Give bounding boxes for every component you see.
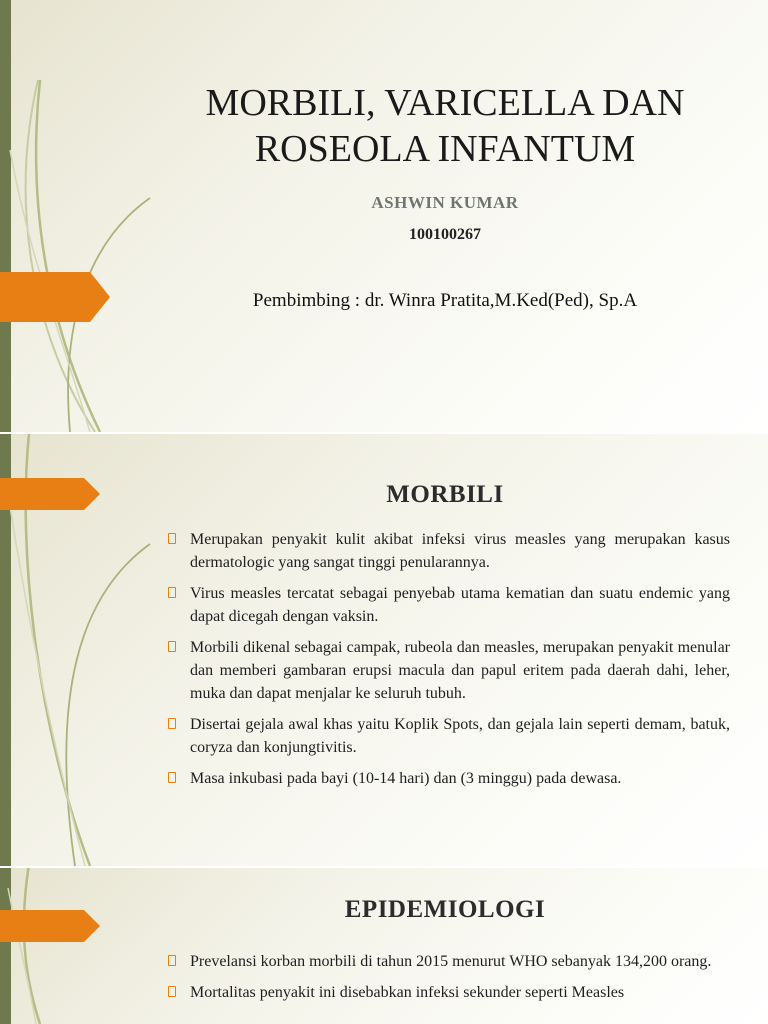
advisor-line: Pembimbing : dr. Winra Pratita,M.Ked(Ped), Sp.A	[252, 290, 638, 311]
bullet-icon	[168, 772, 176, 783]
list-item: Virus measles tercatat sebagai penyebab utama kematian dan suatu endemic yang dapat dicegah dengan vaksin.	[168, 582, 730, 628]
bullet-icon	[168, 955, 176, 966]
orange-arrow-tab	[0, 910, 102, 942]
bullet-icon	[168, 718, 176, 729]
bullet-list	[168, 950, 730, 1012]
title-slide	[0, 0, 768, 432]
list-item: Morbili dikenal sebagai campak, rubeola dan measles, merupakan penyakit menular dan memberi gambaran erupsi macula dan papul eritem pada daerah dahi, leher, muka dan dapat menjalar ke seluruh tubuh.	[168, 636, 730, 705]
epidemiologi-slide	[0, 868, 768, 1024]
presentation-title	[140, 80, 750, 172]
bullet-icon	[168, 986, 176, 997]
list-item: Prevelansi korban morbili di tahun 2015 menurut WHO sebanyak 134,200 orang.	[168, 950, 730, 973]
list-item: Mortalitas penyakit ini disebabkan infeksi sekunder seperti Measles	[168, 981, 730, 1004]
slide-title: MORBILI	[386, 481, 504, 508]
list-item: Merupakan penyakit kulit akibat infeksi virus measles yang merupakan kasus dermatologic yang sangat tinggi penularannya.	[168, 528, 730, 574]
bullet-icon	[168, 533, 176, 544]
bullet-icon	[168, 641, 176, 652]
student-id: 100100267	[409, 226, 481, 243]
list-item: Masa inkubasi pada bayi (10-14 hari) dan (3 minggu) pada dewasa.	[168, 767, 730, 790]
orange-arrow-tab	[0, 272, 112, 322]
decorative-swoosh	[0, 0, 200, 432]
slide-title: EPIDEMIOLOGI	[344, 896, 546, 923]
morbili-slide	[0, 434, 768, 866]
bullet-list	[168, 528, 730, 798]
orange-arrow-tab	[0, 478, 102, 510]
title-line-1: MORBILI, VARICELLA DAN	[205, 82, 685, 124]
author-name: ASHWIN KUMAR	[371, 193, 519, 212]
bullet-icon	[168, 587, 176, 598]
list-item: Disertai gejala awal khas yaitu Koplik Spots, dan gejala lain seperti demam, batuk, coryza dan konjungtivitis.	[168, 713, 730, 759]
title-line-2: ROSEOLA INFANTUM	[254, 128, 636, 170]
